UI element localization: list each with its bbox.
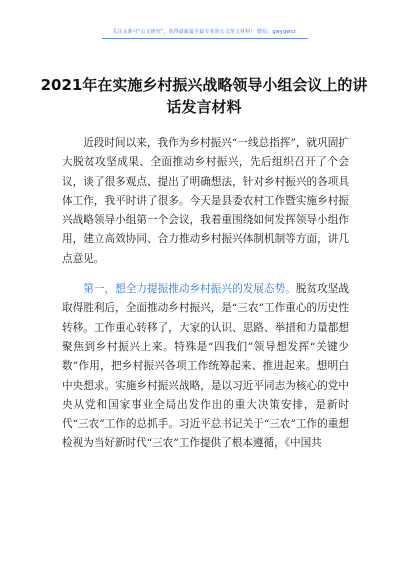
paragraph-heading: 第一，想全力提振推动乡村振兴的发展态势。 bbox=[83, 283, 296, 296]
paragraph-2 bbox=[62, 280, 349, 454]
document-title: 2021年在实施乡村振兴战略领导小组会议上的讲话发言材料 bbox=[40, 76, 368, 116]
paragraph-1 bbox=[62, 134, 349, 269]
banner-underline bbox=[102, 38, 308, 39]
promo-banner[interactable]: 关注头条号“公文研究”，获得最新最全最专业的公文范文材料！ 微信：gwygwsz bbox=[112, 29, 296, 35]
paragraph-text: 近段时间以来，我作为乡村振兴“一线总指挥”，就巩固扩大脱贫攻坚成果、全面推动乡村振兴，先后组织召开了个会议，谈了很多观点、提出了明确想法，针对乡村振兴的各项具体工作，我平时讲了很多。今天是县委农村工作暨实施乡村振兴战略领导小组第一个会议，我着重围绕如何发挥领导小组作用，建立高效协同、合力推动乡村振兴体制机制等方面，讲几点意见。 bbox=[62, 137, 349, 265]
paragraph-text: 脱贫攻坚战取得胜利后，全面推动乡村振兴，是“三农”工作重心的历史性转移。工作重心转移了，大家的认识、思路、举措和力量都想聚焦到乡村振兴上来。特殊是“四我们”领导想发挥“关键少数”作用，把乡村振兴各项工作统筹起来、推进起来。想明白中央想求。实施乡村振兴战略，是以习近平同志为核心的党中央从党和国家事业全局出发作出的重大决策安排，是新时代“三农”工作的总抓手。习近平总书记关于“三农”工作的重想检视为当好新时代“三农”工作提供了根本遵循，《中国共 bbox=[62, 283, 350, 450]
document-body bbox=[62, 134, 349, 465]
